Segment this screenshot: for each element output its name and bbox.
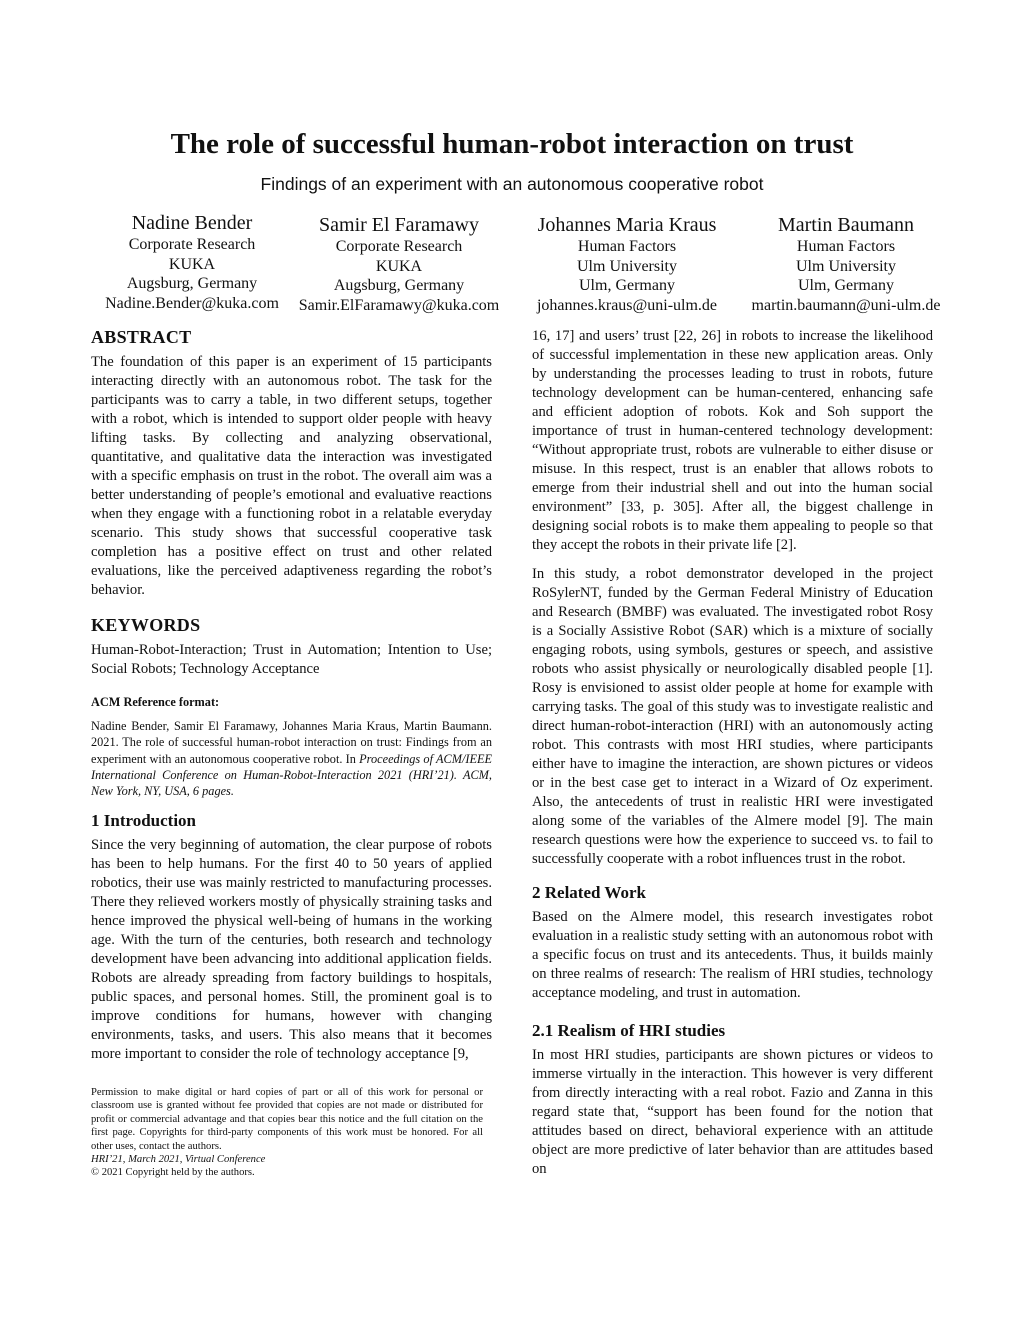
study-paragraph: In this study, a robot demonstrator developed in the project RoSylerNT, funded by the German Federal Ministry of Education and Research (BMBF) was evaluated. The investigated robot Rosy is a Socially Assistive Robot (SAR) which is a mixture of socially engaging robots, using symbols, gestures or speech, and assistive robots who assist physically or neurologically disabled people [1]. Rosy is envisioned to assist older people at home for example with carrying tasks. The goal of this study was to investigate realistic and direct human-robot-interaction (HRI) with an autonomously acting robot. This contrasts with most HRI studies, where participants either have to imagine the interaction, are shown pictures or videos or in the best case get to interact in a Wizard of Oz experiment. Also, the antecedents of trust in realistic HRI were investigated along some of the variables of the Almere model [9]. The main research questions were how the experience to succeed vs. to fail to successfully cooperate with a robot influences trust in the robot.: [532, 566, 933, 867]
acm-reference-text: [91, 718, 492, 799]
copyright-footnote: [91, 1086, 483, 1180]
author-dept: Human Factors: [796, 238, 896, 255]
realism-text: In most HRI studies, participants are shown pictures or videos to immerse virtually in the interaction. This however is very different from directly interacting with a real robot. Fazio and Zanna in this regard state that, “support has been found for the notion that attitudes based on direct, behavioral experience with an attitude object are more predictive of later behavior than are attitudes based on: [532, 1047, 933, 1177]
author-name: Johannes Maria Kraus: [537, 214, 717, 236]
copyright-line: © 2021 Copyright held by the authors.: [91, 1167, 255, 1179]
intro-continuation: 16, 17] and users’ trust [22, 26] in robots to increase the likelihood of successful implementation in these new application areas. Only by understanding the processes leading to trust in robots, future technology development can be human-centered, enhancing safe and efficient adoption of robots. Kok and Soh support the importance of trust in human-centered technology development: “Without appropriate trust, robots are vulnerable to either disuse or misuse. In this respect, trust is an enabler that allows robots to emerge from their industrial shell and out into the human social environment” [33, p. 305]. After all, the biggest challenge in designing social robots is to make them appealing to people so that they accept the robots in their private life [2].: [532, 328, 933, 553]
keywords-text: Human-Robot-Interaction; Trust in Automation; Intention to Use; Social Robots; Technology Acceptance: [91, 642, 492, 677]
paper-title: The role of successful human-robot interaction on trust: [170, 128, 854, 160]
author-org: KUKA: [168, 255, 216, 273]
author-location: Ulm, Germany: [579, 277, 675, 294]
author-location: Augsburg, Germany: [126, 275, 258, 292]
related-work-heading: 2 Related Work: [532, 883, 646, 902]
realism-heading: 2.1 Realism of HRI studies: [532, 1021, 726, 1040]
author-name: Nadine Bender: [131, 212, 253, 234]
introduction-heading: 1 Introduction: [91, 811, 197, 831]
author-email: Nadine.Bender@kuka.com: [105, 294, 279, 312]
conference-line: HRI’21, March 2021, Virtual Conference: [91, 1154, 266, 1166]
permission-notice: Permission to make digital or hard copies of part or all of this work for personal or classroom use is granted without fee provided that copies are not made or distributed for profit or commercial advantage and that copies bear this notice and the full citation on the first page. Copyrights for third-party components of this work must be honored. For all other uses, contact the authors.: [91, 1087, 483, 1152]
author-block: [292, 213, 506, 315]
right-column: [532, 327, 933, 1189]
author-dept: Corporate Research: [335, 238, 463, 255]
author-email: Samir.ElFaramawy@kuka.com: [298, 296, 500, 314]
author-location: Augsburg, Germany: [333, 277, 465, 294]
author-org: KUKA: [375, 257, 423, 275]
author-block: [740, 213, 952, 315]
introduction-text: Since the very beginning of automation, the clear purpose of robots has been to help humans. For the first 40 to 50 years of applied robotics, their use was mainly restricted to manufacturing processes. There they relieved workers mostly of physically straining tasks and hence improved the physical well-being of humans in the working age. With the turn of the centuries, both research and technology development have been advancing into additional application fields. Robots are already spreading from factory buildings to hospitals, public spaces, and personal homes. Still, the prominent goal is to improve conditions for humans, however with changing environments, tasks, and users. This also means that it becomes more important to consider the role of technology acceptance [9,: [91, 837, 492, 1063]
author-email: johannes.kraus@uni-ulm.de: [536, 296, 718, 314]
acm-reference-heading: ACM Reference format:: [91, 695, 220, 709]
paper-subtitle: Findings of an experiment with an autonomous cooperative robot: [260, 174, 764, 194]
author-org: Ulm University: [796, 257, 896, 275]
author-dept: Human Factors: [577, 238, 677, 255]
keywords-heading: KEYWORDS: [91, 615, 201, 635]
left-column: [91, 328, 492, 1074]
author-dept: Corporate Research: [128, 236, 256, 253]
author-name: Samir El Faramawy: [319, 214, 479, 236]
author-name: Martin Baumann: [777, 214, 915, 236]
author-location: Ulm, Germany: [798, 277, 894, 294]
acm-reference-venue: Proceedings of ACM/IEEE International Conference on Human-Robot-Interaction 2021 (HRI’21). ACM, New York, NY, USA, 6 pages.: [91, 751, 492, 799]
acm-reference-citation: Nadine Bender, Samir El Faramawy, Johannes Maria Kraus, Martin Baumann. 2021. The role of successful human-robot interaction on trust: Findings from an experiment with an autonomous cooperative robot. In: [91, 719, 492, 766]
author-org: Ulm University: [577, 257, 677, 275]
related-work-text: Based on the Almere model, this research investigates robot evaluation in a realistic study setting with an autonomous robot with a specific focus on trust and its antecedents. Thus, it builds mainly on three realms of research: The realism of HRI studies, technology acceptance modeling, and trust in automation.: [532, 909, 933, 1001]
abstract-heading: ABSTRACT: [91, 327, 192, 347]
author-email: martin.baumann@uni-ulm.de: [751, 296, 941, 314]
abstract-text: The foundation of this paper is an experiment of 15 participants interacting directly with an autonomous robot. The task for the participants was to carry a table, in two different setups, together with a robot, which is intended to support older people with heavy lifting tasks. By collecting and analyzing observational, quantitative, and qualitative data the interaction was investigated with a specific emphasis on trust in the robot. The overall aim was a better understanding of people’s emotional and evaluative reactions when they engage with a functioning robot in a relatable everyday scenario. This study shows that successful cooperative task completion has a positive effect on trust and other related evaluations, like the perceived adaptiveness regarding the robot’s behavior.: [91, 354, 492, 598]
author-block: [92, 211, 292, 313]
author-block: [521, 213, 733, 315]
